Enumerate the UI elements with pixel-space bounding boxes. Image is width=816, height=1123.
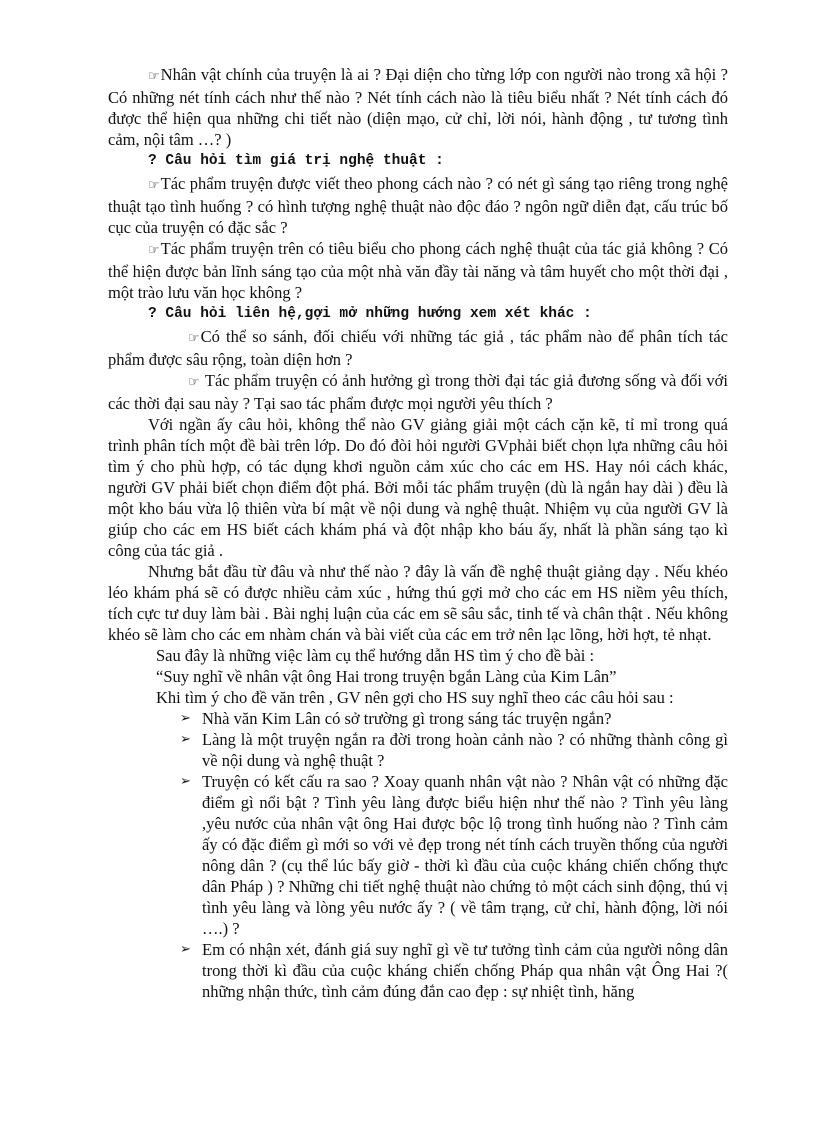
pointing-hand-icon: ☞: [148, 69, 160, 84]
paragraph-author-style: [108, 238, 728, 303]
paragraph-intro-guide: Sau đây là những việc làm cụ thể hướng dẫn HS tìm ý cho đề bài :: [156, 646, 595, 665]
pointing-hand-icon: ☞: [148, 178, 160, 193]
list-item: [180, 708, 728, 729]
list-item: [180, 939, 728, 1002]
list-item-text: Em có nhận xét, đánh giá suy nghĩ gì về tư tưởng tình cảm của người nông dân trong thời kì đầu của cuộc kháng chiến chống Pháp qua nhân vật Ông Hai ?( những nhận thức, tình cảm đúng đắn cao đẹp : sự nhiệt tình, hăng: [202, 940, 728, 1001]
paragraph-main-character: [108, 64, 728, 150]
paragraph-text: Có thể so sánh, đối chiếu với những tác giả , tác phẩm nào để phân tích tác phẩm được sâu rộng, toàn diện hơn ?: [108, 327, 728, 369]
pointing-hand-icon: ☞: [148, 243, 160, 258]
heading-art-value: ? Câu hỏi tìm giá trị nghệ thuật :: [148, 153, 444, 169]
arrow-bullet-icon: ➢: [180, 732, 191, 747]
paragraph-text: Nhân vật chính của truyện là ai ? Đại diện cho từng lớp con người nào trong xã hội ? Có những nét tính cách như thế nào ? Nét tính cách nào là tiêu biểu nhất ? Nét tính cách đó được thể hiện qua những chi tiết nào (diện mạo, cử chỉ, lời nói, hành động , tư tương tình cảm, nội tâm …? ): [108, 65, 728, 149]
paragraph-teacher-role: Với ngần ấy câu hỏi, không thể nào GV giảng giải một cách cặn kẽ, tỉ mỉ trong quá trình phân tích một đề bài trên lớp. Do đó đòi hỏi người GVphải biết chọn lựa những câu hỏi tìm ý cho phù hợp, có tác dụng khơi nguồn cảm xúc cho các em HS. Hay nói cách khác, người GV phải biết chọn điểm đột phá. Bởi mỗi tác phẩm truyện (dù là ngắn hay dài ) đều là một kho báu vừa lộ thiên vừa bí mật về nội dung và nghệ thuật. Nhiệm vụ của người GV là giúp cho các em HS biết cách khám phá và đột nhập kho báu ấy, nhất là phần sáng tạo kì công của tác giả .: [108, 415, 728, 560]
document-page: [108, 64, 728, 1002]
paragraph-topic: “Suy nghĩ về nhân vật ông Hai trong truyện bgắn Làng của Kim Lân”: [156, 667, 617, 686]
question-list: [108, 708, 728, 1002]
paragraph-teaching-art: Nhưng bắt đầu từ đâu và như thế nào ? đây là vấn đề nghệ thuật giảng dạy . Nếu khéo léo khám phá sẽ có được nhiều cảm xúc , hứng thú gợi mở cho các em HS niềm yêu thích, tích cực tư duy làm bài . Bài nghị luận của các em sẽ sâu sắc, tinh tế và chân thật . Nếu không khéo sẽ làm cho các em nhàm chán và bài viết của các em trở nên lạc lõng, hời hợt, tẻ nhạt.: [108, 562, 728, 644]
arrow-bullet-icon: ➢: [180, 711, 191, 726]
arrow-bullet-icon: ➢: [180, 942, 191, 957]
paragraph-text: Tác phẩm truyện được viết theo phong cách nào ? có nét gì sáng tạo riêng trong nghệ thuật tạo tình huống ? có hình tượng nghệ thuật nào độc đáo ? ngôn ngữ diễn đạt, cấu trúc bố cục của truyện có đặc sắc ?: [108, 174, 728, 237]
pointing-hand-icon: ☞: [188, 331, 200, 346]
list-item: [180, 729, 728, 771]
paragraph-text: Tác phẩm truyện trên có tiêu biểu cho phong cách nghệ thuật của tác giả không ? Có thể hiện được bản lĩnh sáng tạo của một nhà văn đầy tài năng và tâm huyết cho một thời đại , một trào lưu văn học không ?: [108, 239, 728, 302]
paragraph-text: Tác phẩm truyện có ảnh hưởng gì trong thời đại tác giả đương sống và đối với các thời đại sau này ? Tại sao tác phẩm được mọi người yêu thích ?: [108, 371, 728, 413]
paragraph-question-intro: Khi tìm ý cho đề văn trên , GV nên gợi cho HS suy nghĩ theo các câu hỏi sau :: [156, 688, 674, 707]
paragraph-influence: [108, 370, 728, 414]
pointing-hand-icon: ☞: [188, 375, 200, 390]
list-item-text: Truyện có kết cấu ra sao ? Xoay quanh nhân vật nào ? Nhân vật có những đặc điểm gì nổi bật ? Tình yêu làng được biểu hiện như thế nào ? Tình yêu làng ,yêu nước của nhân vật ông Hai được bộc lộ trong tình huống nào ? Tình cảm ấy có đặc điểm gì mới so với vẻ đẹp trong nét tính cách truyền thống của người nông dân ? (cụ thể lúc bấy giờ - thời kì đầu của cuộc kháng chiến chống thực dân Pháp ) ? Những chi tiết nghệ thuật nào chứng tỏ một cách sinh động, thú vị tình yêu làng và lòng yêu nước ấy ? ( về tâm trạng, cử chỉ, hành động, lời nói ….) ?: [202, 772, 728, 938]
paragraph-compare: [108, 326, 728, 370]
list-item-text: Làng là một truyện ngắn ra đời trong hoàn cảnh nào ? có những thành công gì về nội dung và nghệ thuật ?: [202, 730, 728, 770]
paragraph-style: [108, 173, 728, 238]
heading-related-questions: ? Câu hỏi liên hệ,gợi mở những hướng xem xét khác :: [148, 306, 592, 322]
list-item-text: Nhà văn Kim Lân có sở trường gì trong sáng tác truyện ngắn?: [202, 709, 612, 728]
arrow-bullet-icon: ➢: [180, 774, 191, 789]
list-item: [180, 771, 728, 939]
